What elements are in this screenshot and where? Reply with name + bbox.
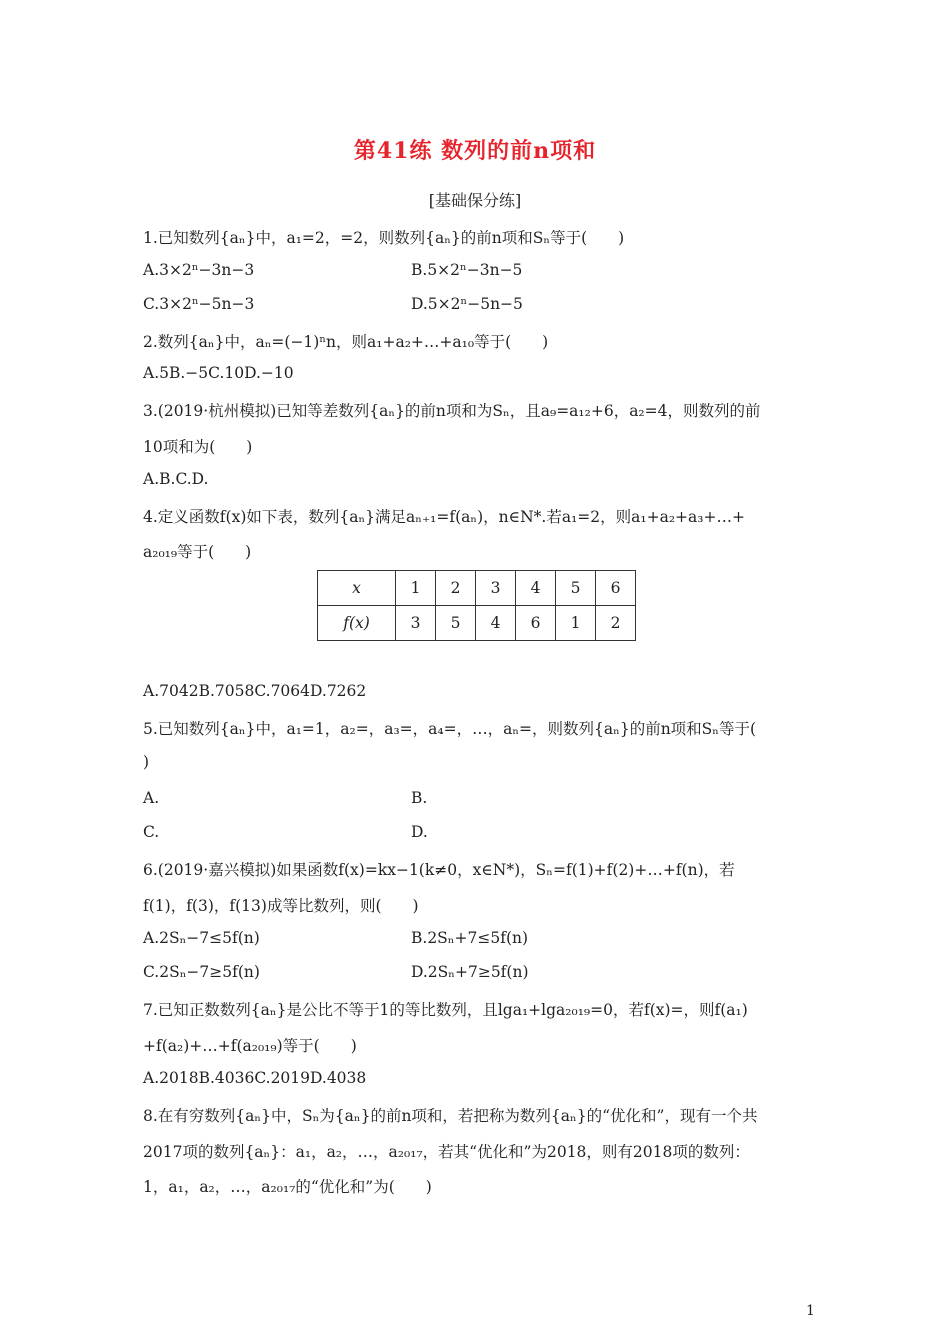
table-head-fx: f(x): [318, 606, 396, 641]
question-6-option-b: B.2Sₙ+7≤5f(n): [411, 929, 529, 947]
question-8-stem-line3: 1，a₁，a₂，…，a₂₀₁₇的“优化和”为( ): [143, 1178, 432, 1196]
table-cell: 6: [516, 606, 556, 641]
question-2-options: A.5B.−5C.10D.−10: [143, 364, 294, 382]
question-5-option-c: C.: [143, 823, 160, 841]
table-row-fx: [318, 606, 636, 641]
question-6-option-a: A.2Sₙ−7≤5f(n): [143, 929, 260, 947]
question-5-option-b: B.: [411, 789, 428, 807]
table-head-x: x: [318, 571, 396, 606]
question-4-options: A.7042B.7058C.7064D.7262: [143, 682, 367, 700]
question-1-option-b: B.5×2ⁿ−3n−5: [411, 261, 523, 279]
question-5-stem-line2: ): [143, 753, 150, 771]
question-3-stem-line2: 10项和为( ): [143, 438, 253, 456]
question-7-stem-line2: +f(a₂)+…+f(a₂₀₁₉)等于( ): [143, 1037, 357, 1055]
question-4-stem-line1: 4.定义函数f(x)如下表，数列{aₙ}满足aₙ₊₁=f(aₙ)，n∈N*.若a₁=2，则a₁+a₂+a₃+…+: [143, 508, 745, 526]
table-cell: 2: [436, 571, 476, 606]
table-cell: 3: [396, 606, 436, 641]
table-cell: 1: [556, 606, 596, 641]
section-heading: [基础保分练]: [428, 191, 522, 210]
table-cell: 5: [436, 606, 476, 641]
question-6-stem-line2: f(1)，f(3)，f(13)成等比数列，则( ): [143, 897, 419, 915]
table-cell: 5: [556, 571, 596, 606]
page-title: 第41练 数列的前n项和: [353, 138, 597, 164]
question-5-stem-line1: 5.已知数列{aₙ}中，a₁=1，a₂=，a₃=，a₄=，…，aₙ=，则数列{aₙ}的前n项和Sₙ等于(: [143, 720, 757, 738]
question-7-options: A.2018B.4036C.2019D.4038: [143, 1069, 367, 1087]
question-8-stem-line1: 8.在有穷数列{aₙ}中，Sₙ为{aₙ}的前n项和，若把称为数列{aₙ}的“优化和”，现有一个共: [143, 1107, 758, 1125]
table-cell: 4: [516, 571, 556, 606]
function-table: [317, 570, 636, 641]
question-5-option-d: D.: [411, 823, 428, 841]
table-cell: 2: [596, 606, 636, 641]
question-3-options: A.B.C.D.: [143, 470, 209, 488]
question-6-stem-line1: 6.(2019·嘉兴模拟)如果函数f(x)=kx−1(k≠0，x∈N*)，Sₙ=f(1)+f(2)+…+f(n)，若: [143, 861, 735, 879]
table-cell: 1: [396, 571, 436, 606]
question-3-stem-line1: 3.(2019·杭州模拟)已知等差数列{aₙ}的前n项和为Sₙ，且a₉=a₁₂+6，a₂=4，则数列的前: [143, 402, 761, 420]
question-2-stem: 2.数列{aₙ}中，aₙ=(−1)ⁿn，则a₁+a₂+…+a₁₀等于( ): [143, 333, 549, 351]
question-5-option-a: A.: [143, 789, 160, 807]
question-6-option-d: D.2Sₙ+7≥5f(n): [411, 963, 529, 981]
question-8-stem-line2: 2017项的数列{aₙ}：a₁，a₂，…，a₂₀₁₇，若其“优化和”为2018，则有2018项的数列：: [143, 1143, 750, 1161]
question-1-option-a: A.3×2ⁿ−3n−3: [143, 261, 255, 279]
question-1-stem: 1.已知数列{aₙ}中，a₁=2，=2，则数列{aₙ}的前n项和Sₙ等于( ): [143, 229, 625, 247]
question-7-stem-line1: 7.已知正数数列{aₙ}是公比不等于1的等比数列，且lga₁+lga₂₀₁₉=0，若f(x)=，则f(a₁): [143, 1001, 748, 1019]
page-number: 1: [806, 1303, 815, 1319]
table-cell: 3: [476, 571, 516, 606]
table-cell: 4: [476, 606, 516, 641]
question-6-option-c: C.2Sₙ−7≥5f(n): [143, 963, 260, 981]
table-cell: 6: [596, 571, 636, 606]
question-1-option-c: C.3×2ⁿ−5n−3: [143, 295, 255, 313]
question-1-option-d: D.5×2ⁿ−5n−5: [411, 295, 523, 313]
question-4-stem-line2: a₂₀₁₉等于( ): [143, 543, 252, 561]
table-row-x: [318, 571, 636, 606]
